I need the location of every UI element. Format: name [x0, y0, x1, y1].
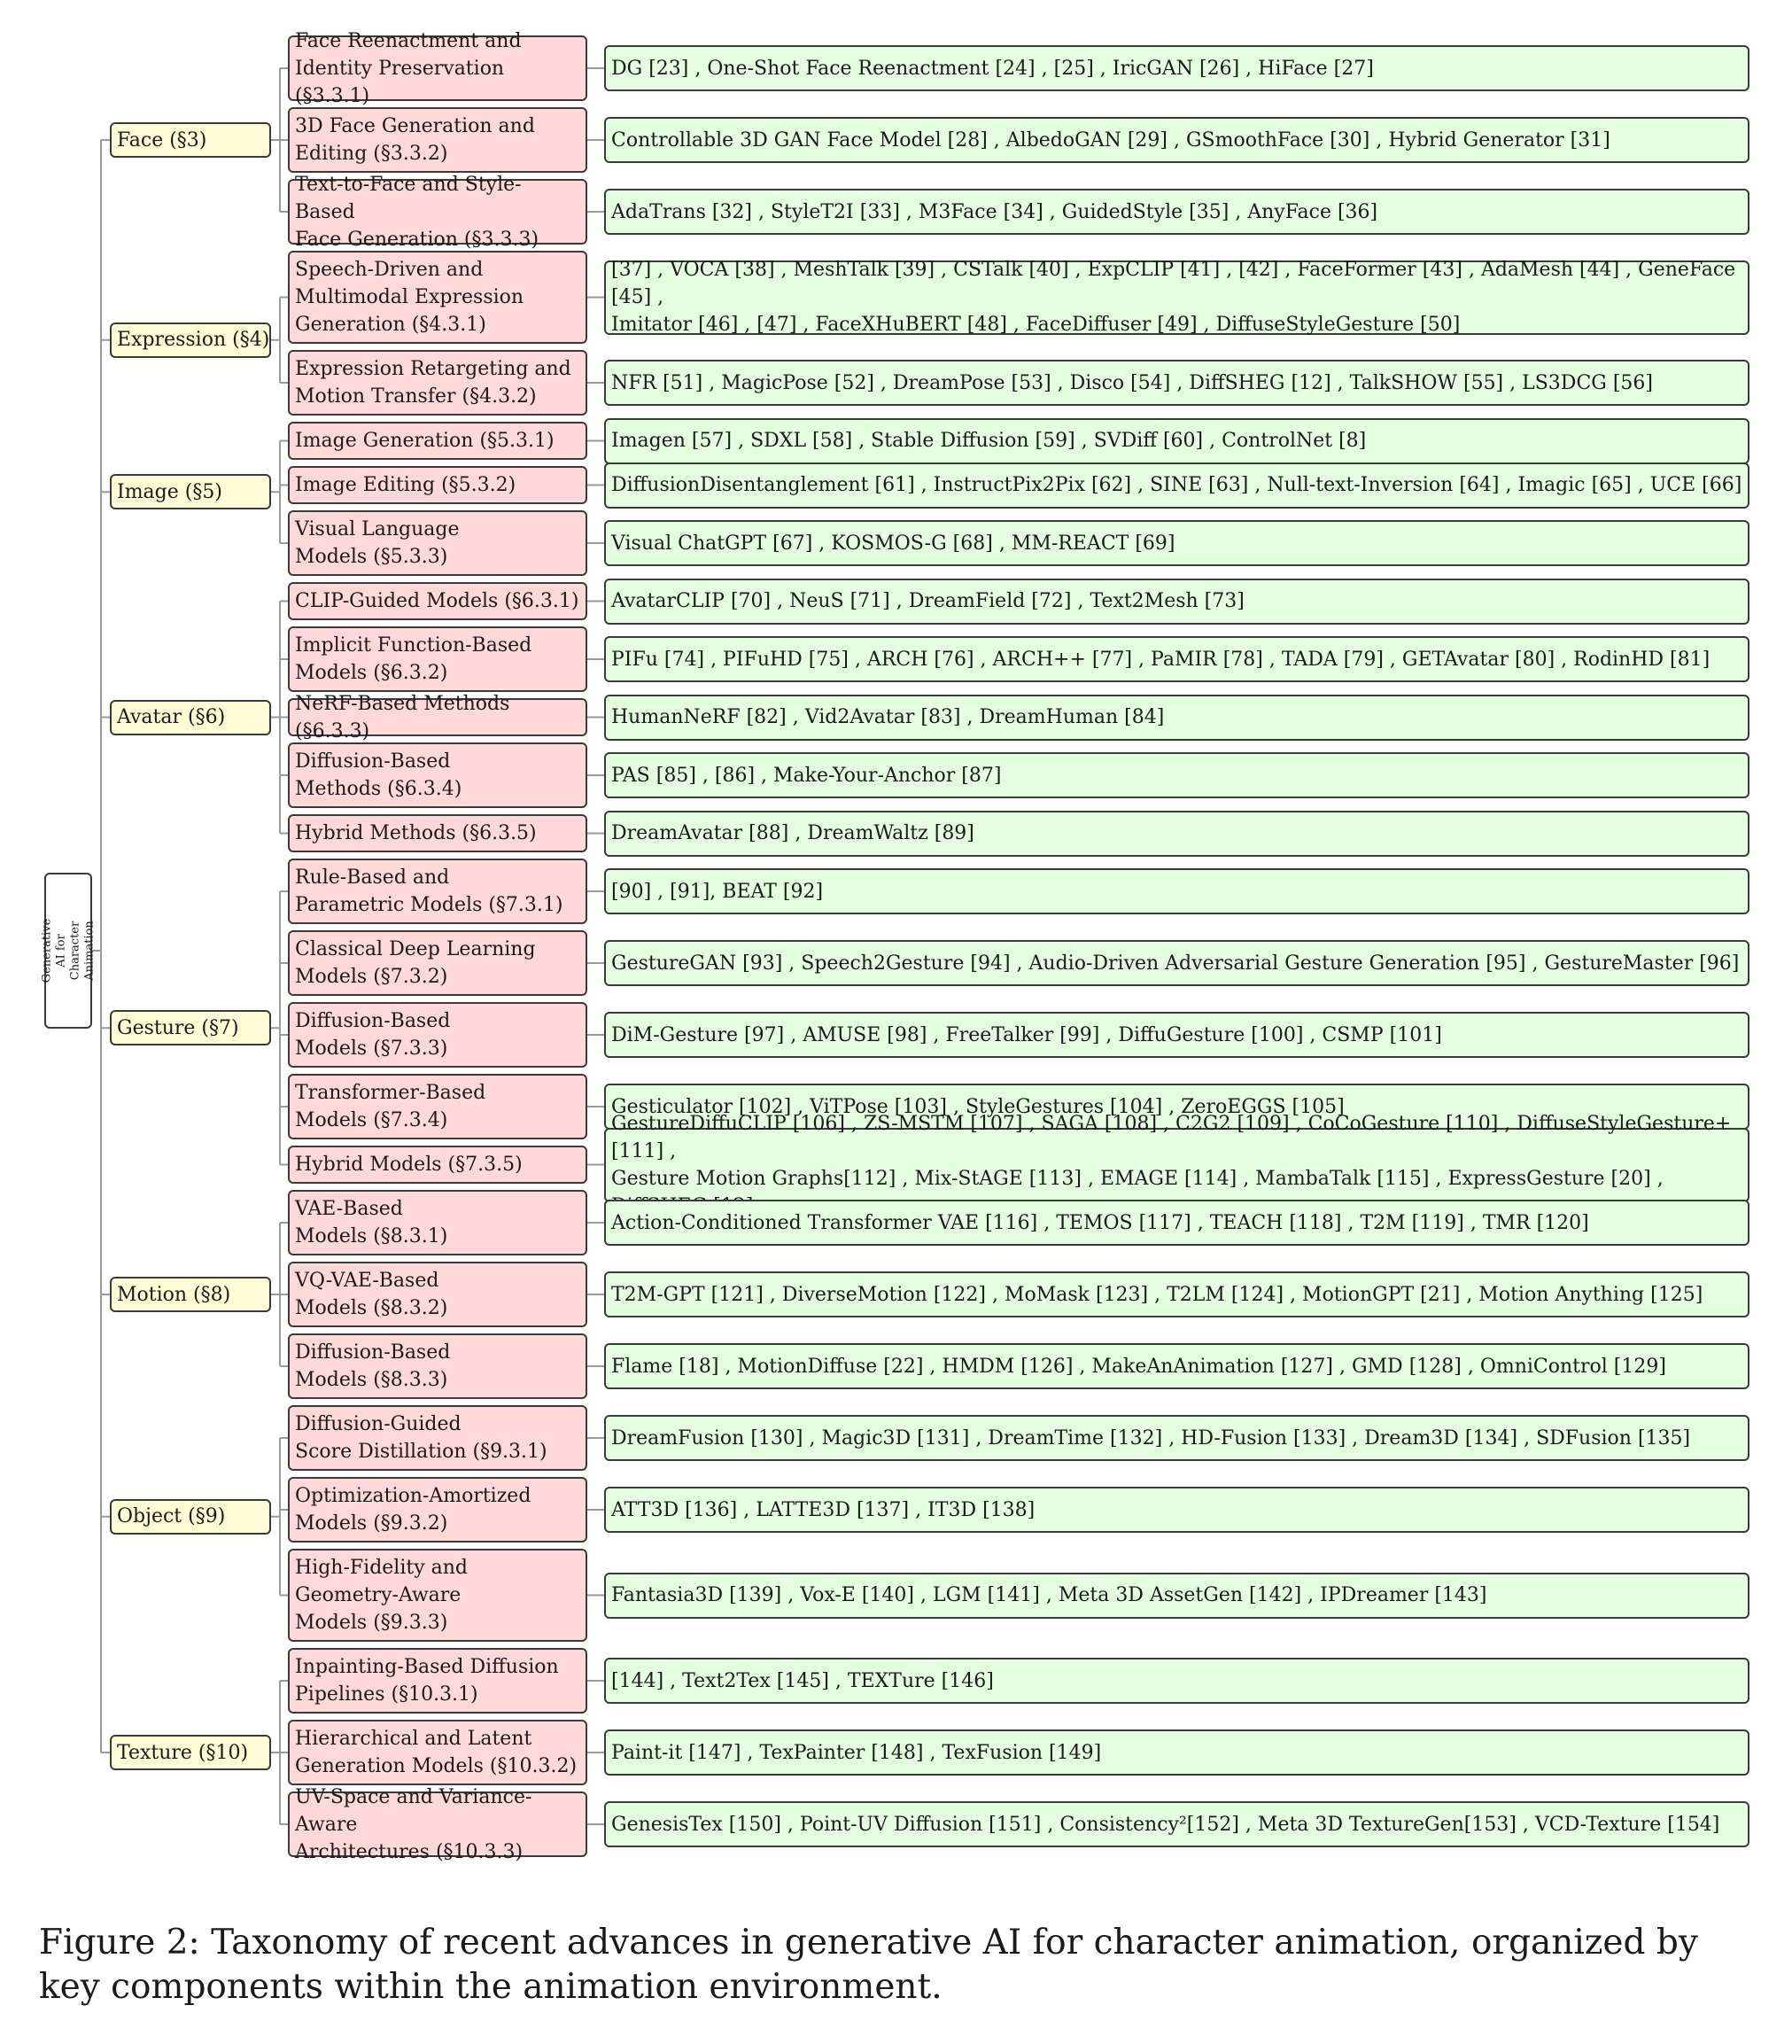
reference-list: Imagen [57] , SDXL [58] , Stable Diffusion [59] , SVDiff [60] , ControlNet [8] [604, 418, 1749, 464]
reference-list: Fantasia3D [139] , Vox-E [140] , LGM [141] , Meta 3D AssetGen [142] , IPDreamer [143] [604, 1573, 1749, 1619]
subcategory-node: Image Generation (§5.3.1) [288, 422, 587, 460]
reference-list: Gesticulator [102] , ViTPose [103] , StyleGestures [104] , ZeroEGGS [105] [604, 1084, 1749, 1130]
figure-caption: Figure 2: Taxonomy of recent advances in generative AI for character animation, organized by key components within the animation environment. [39, 1923, 1698, 2007]
reference-list: [37] , VOCA [38] , MeshTalk [39] , CSTalk [40] , ExpCLIP [41] , [42] , FaceFormer [43] , AdaMesh [44] , GeneFace [45] , Imitator [46] , [47] , FaceXHuBERT [48] , FaceDiffuser [49] , DiffuseStyleGesture [50] [604, 260, 1749, 335]
reference-list: Controllable 3D GAN Face Model [28] , AlbedoGAN [29] , GSmoothFace [30] , Hybrid Generator [31] [604, 117, 1749, 163]
reference-list: GenesisTex [150] , Point-UV Diffusion [151] , Consistency²[152] , Meta 3D TextureGen[153] , VCD-Texture [154] [604, 1801, 1749, 1847]
reference-list: DG [23] , One-Shot Face Reenactment [24] , [25] , IricGAN [26] , HiFace [27] [604, 45, 1749, 91]
subcategory-node: VQ-VAE-Based Models (§8.3.2) [288, 1262, 587, 1327]
root-label: Generative AI for Character Animation [40, 918, 96, 983]
subcategory-node: High-Fidelity and Geometry-Aware Models (§9.3.3) [288, 1549, 587, 1642]
subcategory-node: Optimization-Amortized Models (§9.3.2) [288, 1477, 587, 1543]
reference-list: Action-Conditioned Transformer VAE [116] , TEMOS [117] , TEACH [118] , T2M [119] , TMR [120] [604, 1200, 1749, 1246]
reference-list: PAS [85] , [86] , Make-Your-Anchor [87] [604, 752, 1749, 798]
subcategory-node: Image Editing (§5.3.2) [288, 466, 587, 504]
category-node: Gesture (§7) [110, 1010, 271, 1045]
subcategory-node: CLIP-Guided Models (§6.3.1) [288, 582, 587, 620]
subcategory-node: Speech-Driven and Multimodal Expression Generation (§4.3.1) [288, 251, 587, 344]
reference-list: AdaTrans [32] , StyleT2I [33] , M3Face [34] , GuidedStyle [35] , AnyFace [36] [604, 189, 1749, 235]
subcategory-node: Text-to-Face and Style-Based Face Generation (§3.3.3) [288, 179, 587, 245]
category-node: Motion (§8) [110, 1277, 271, 1312]
subcategory-node: 3D Face Generation and Editing (§3.3.2) [288, 107, 587, 173]
reference-list: AvatarCLIP [70] , NeuS [71] , DreamField [72] , Text2Mesh [73] [604, 579, 1749, 625]
subcategory-node: Hierarchical and Latent Generation Models (§10.3.2) [288, 1720, 587, 1785]
subcategory-node: UV-Space and Variance-Aware Architectures (§10.3.3) [288, 1791, 587, 1857]
subcategory-node: Expression Retargeting and Motion Transfer (§4.3.2) [288, 350, 587, 416]
reference-list: PIFu [74] , PIFuHD [75] , ARCH [76] , ARCH++ [77] , PaMIR [78] , TADA [79] , GETAvatar [80] , RodinHD [81] [604, 636, 1749, 682]
category-node: Expression (§4) [110, 323, 271, 358]
reference-list: ATT3D [136] , LATTE3D [137] , IT3D [138] [604, 1487, 1749, 1533]
reference-list: DiM-Gesture [97] , AMUSE [98] , FreeTalker [99] , DiffuGesture [100] , CSMP [101] [604, 1012, 1749, 1058]
category-node: Texture (§10) [110, 1735, 271, 1770]
subcategory-node: Hybrid Methods (§6.3.5) [288, 814, 587, 852]
reference-list: DreamAvatar [88] , DreamWaltz [89] [604, 811, 1749, 857]
subcategory-node: Implicit Function-Based Models (§6.3.2) [288, 626, 587, 692]
root-node [40, 873, 96, 1029]
reference-list: Visual ChatGPT [67] , KOSMOS-G [68] , MM-REACT [69] [604, 520, 1749, 566]
subcategory-node: Transformer-Based Models (§7.3.4) [288, 1074, 587, 1139]
subcategory-node: Rule-Based and Parametric Models (§7.3.1) [288, 859, 587, 924]
category-node: Image (§5) [110, 474, 271, 509]
reference-list: Paint-it [147] , TexPainter [148] , TexFusion [149] [604, 1729, 1749, 1776]
subcategory-node: NeRF-Based Methods (§6.3.3) [288, 698, 587, 736]
category-node: Face (§3) [110, 122, 271, 158]
reference-list: HumanNeRF [82] , Vid2Avatar [83] , DreamHuman [84] [604, 695, 1749, 741]
subcategory-node: Diffusion-Based Models (§7.3.3) [288, 1002, 587, 1068]
subcategory-node: Diffusion-Guided Score Distillation (§9.3.1) [288, 1405, 587, 1471]
subcategory-node: Diffusion-Based Models (§8.3.3) [288, 1333, 587, 1399]
category-node: Object (§9) [110, 1499, 271, 1535]
subcategory-node: Face Reenactment and Identity Preservation (§3.3.1) [288, 35, 587, 101]
subcategory-node: VAE-Based Models (§8.3.1) [288, 1190, 587, 1255]
reference-list: NFR [51] , MagicPose [52] , DreamPose [53] , Disco [54] , DiffSHEG [12] , TalkSHOW [55] , LS3DCG [56] [604, 360, 1749, 406]
subcategory-node: Visual Language Models (§5.3.3) [288, 510, 587, 576]
category-node: Avatar (§6) [110, 700, 271, 735]
reference-list: DreamFusion [130] , Magic3D [131] , DreamTime [132] , HD-Fusion [133] , Dream3D [134] , SDFusion [135] [604, 1415, 1749, 1461]
subcategory-node: Diffusion-Based Methods (§6.3.4) [288, 742, 587, 808]
reference-list: [111] , Gesture Motion Graphs[112] , Mix-StAGE [113] , EMAGE [114] , MambaTalk [115] , ExpressGesture [20] , [604, 1128, 1749, 1202]
reference-list: [144] , Text2Tex [145] , TEXTure [146] [604, 1658, 1749, 1704]
reference-list: DiffusionDisentanglement [61] , InstructPix2Pix [62] , SINE [63] , Null-text-Inversion [64] , Imagic [65] , UCE [66] [604, 462, 1749, 509]
subcategory-node: Inpainting-Based Diffusion Pipelines (§10.3.1) [288, 1648, 587, 1714]
reference-list: T2M-GPT [121] , DiverseMotion [122] , MoMask [123] , T2LM [124] , MotionGPT [21] , Motion Anything [125] [604, 1271, 1749, 1317]
subcategory-node: Hybrid Models (§7.3.5) [288, 1146, 587, 1184]
reference-list: [90] , [91], BEAT [92] [604, 868, 1749, 914]
reference-list: GestureGAN [93] , Speech2Gesture [94] , Audio-Driven Adversarial Gesture Generation [95] , GestureMaster [96] [604, 940, 1749, 986]
reference-list: Flame [18] , MotionDiffuse [22] , HMDM [126] , MakeAnAnimation [127] , GMD [128] , OmniControl [129] [604, 1343, 1749, 1389]
subcategory-node: Classical Deep Learning Models (§7.3.2) [288, 930, 587, 996]
